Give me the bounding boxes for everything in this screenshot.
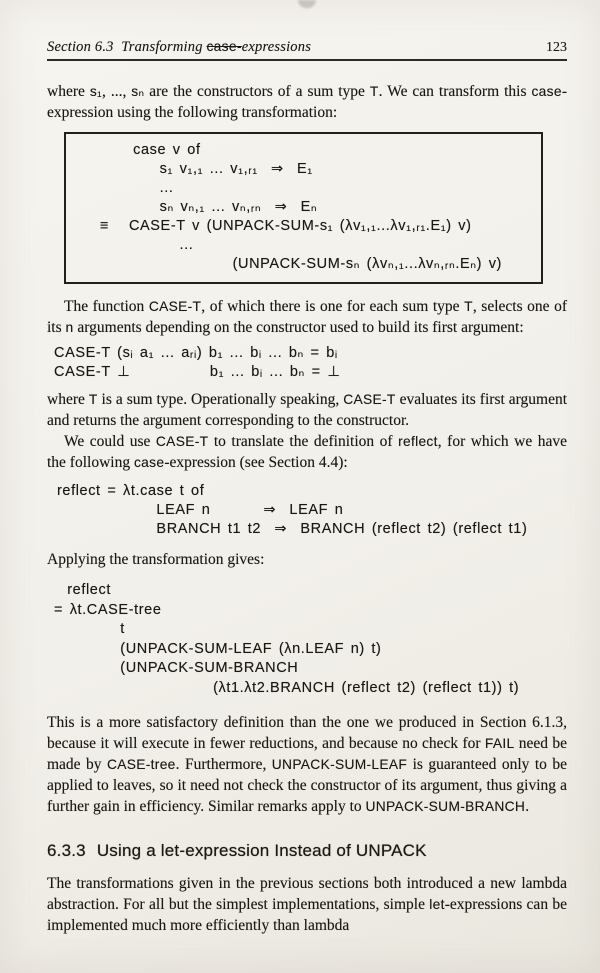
text-segment: is a sum type. Operationally speaking, bbox=[97, 391, 344, 408]
code-line: LEAF n ⇒ LEAF n bbox=[57, 502, 344, 518]
text-segment: , ..., bbox=[101, 83, 132, 100]
text-segment: n bbox=[65, 320, 74, 335]
text-segment: CASE-T bbox=[148, 299, 202, 314]
text-segment: CASE-tree bbox=[107, 757, 176, 772]
text-segment: need be made by bbox=[47, 735, 567, 773]
text-segment: FAIL bbox=[484, 736, 515, 751]
text-segment: T bbox=[369, 84, 379, 99]
text-segment: is guaranteed only to be applied to leaves, so it need not check the constructor of its argument, thus giving a further gain in efficiency. Similar remarks apply to bbox=[47, 756, 567, 815]
code-line: ... bbox=[100, 180, 174, 196]
text-segment: reflect bbox=[398, 434, 438, 449]
paragraph-satisfactory bbox=[47, 712, 567, 817]
text-segment: , of which there is one for each sum type bbox=[201, 298, 465, 315]
text-segment: Section 6.3 Transforming bbox=[47, 39, 207, 55]
code-line: ≡ CASE-T v (UNPACK-SUM-s₁ (λv₁,₁...λv₁,ᵣ₁.E₁) v) bbox=[100, 218, 472, 234]
text-segment: are the constructors of a sum type bbox=[144, 83, 370, 100]
code-line: BRANCH t1 t2 ⇒ BRANCH (reflect t2) (reflect t1) bbox=[57, 521, 528, 537]
code-case-t-equations bbox=[54, 344, 567, 382]
text-segment: , selects one of its bbox=[47, 298, 567, 336]
text-segment: UNPACK-SUM-BRANCH bbox=[365, 799, 526, 814]
text-segment: -expression using the following transformation: bbox=[47, 83, 567, 121]
code-line: = λt.CASE-tree bbox=[54, 601, 162, 618]
text-segment: UNPACK-SUM-LEAF bbox=[271, 757, 408, 772]
paragraph-section-body bbox=[47, 873, 567, 936]
paragraph-applying bbox=[47, 549, 567, 570]
text-segment: where bbox=[47, 83, 90, 100]
text-segment: T bbox=[88, 392, 98, 407]
code-line: ... bbox=[100, 237, 194, 253]
code-line: reflect bbox=[54, 582, 111, 598]
text-segment: We could use bbox=[64, 433, 156, 450]
code-line: (UNPACK-SUM-LEAF (λn.LEAF n) t) bbox=[54, 640, 382, 657]
text-segment: to translate the definition of bbox=[208, 433, 399, 450]
paragraph-case-t-intro bbox=[47, 296, 567, 338]
code-line: CASE-T (sᵢ a₁ ... aᵣᵢ) b₁ ... bᵢ ... bₙ = bᵢ bbox=[54, 345, 338, 361]
code-line: reflect = λt.case t of bbox=[57, 483, 205, 499]
code-line: case v of bbox=[100, 142, 201, 158]
text-segment: . bbox=[525, 798, 530, 815]
code-line: (UNPACK-SUM-sₙ (λvₙ,₁...λvₙ,ᵣₙ.Eₙ) v) bbox=[100, 256, 502, 272]
paragraph-intro bbox=[47, 81, 567, 123]
text-segment: CASE-T bbox=[155, 434, 209, 449]
code-line: s₁ v₁,₁ ... v₁,ᵣ₁ ⇒ E₁ bbox=[100, 161, 313, 177]
text-segment: -expression (see Section 4.4): bbox=[164, 454, 348, 471]
text-segment: The function bbox=[64, 298, 149, 315]
transformation-box bbox=[64, 132, 543, 284]
text-segment: case bbox=[531, 84, 562, 99]
text-segment: T bbox=[464, 299, 473, 314]
text-segment: , for which we have the following bbox=[47, 433, 567, 471]
text-segment: -expressions can be implemented much more efficiently than lambda bbox=[47, 896, 567, 934]
code-reflect-case bbox=[57, 482, 567, 539]
header-rule bbox=[47, 59, 567, 61]
text-segment: let bbox=[429, 897, 445, 912]
code-line: CASE-T ⊥ b₁ ... bᵢ ... bₙ = ⊥ bbox=[54, 364, 341, 380]
code-reflect-transformed bbox=[54, 581, 567, 698]
page-number: 123 bbox=[546, 40, 567, 55]
text-segment: . Furthermore, bbox=[175, 756, 272, 773]
code-line: t bbox=[54, 621, 125, 637]
text-segment: The transformations given in the previous sections both introduced a new lambda abstraction. For all but the simplest implementations, simple bbox=[47, 875, 567, 913]
paragraph-where-sum bbox=[47, 389, 567, 431]
text-segment: case bbox=[133, 455, 165, 470]
text-segment: where bbox=[47, 391, 89, 408]
text-segment: Applying the transformation gives: bbox=[47, 551, 265, 568]
text-segment: expressions bbox=[241, 39, 312, 55]
paragraph-could-use bbox=[47, 431, 567, 473]
text-segment: CASE-T bbox=[343, 392, 396, 407]
text-segment: This is a more satisfactory definition than the one we produced in Section 6.1.3, because it will execute in fewer reductions, and because no check for bbox=[47, 714, 567, 752]
section-heading-number: 6.3.3 bbox=[47, 841, 86, 860]
code-line: (UNPACK-SUM-BRANCH bbox=[54, 660, 299, 676]
code-line: (λt1.λt2.BRANCH (reflect t2) (reflect t1)) t) bbox=[54, 679, 520, 696]
text-segment: arguments depending on the constructor used to build its first argument: bbox=[73, 319, 524, 336]
text-segment: sₙ bbox=[131, 84, 145, 99]
text-segment: s₁ bbox=[89, 84, 102, 99]
section-heading-title: Using a let-expression Instead of UNPACK bbox=[96, 841, 427, 860]
code-line: sₙ vₙ,₁ ... vₙ,ᵣₙ ⇒ Eₙ bbox=[100, 199, 318, 215]
text-segment: evaluates its first argument and returns the argument corresponding to the constructor. bbox=[47, 391, 568, 429]
running-header-title bbox=[47, 39, 311, 56]
running-header bbox=[47, 0, 567, 56]
section-heading-633 bbox=[47, 841, 567, 861]
text-segment: . We can transform this bbox=[378, 83, 532, 100]
text-segment: case- bbox=[206, 39, 242, 54]
